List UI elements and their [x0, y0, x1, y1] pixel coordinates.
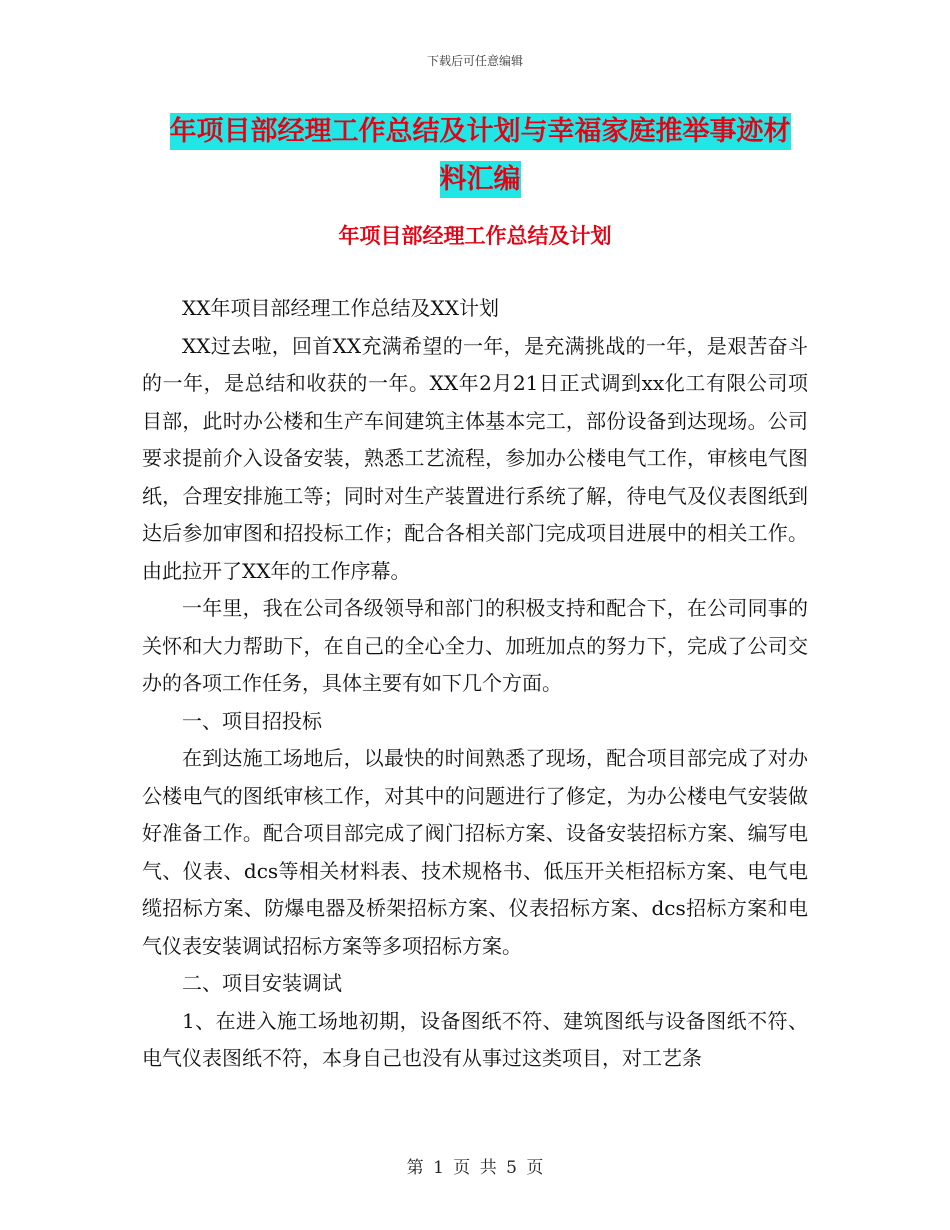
section-heading-installation: 二、项目安装调试	[182, 971, 342, 995]
body-text	[142, 290, 808, 1078]
main-title-line-1: 年项目部经理工作总结及计划与幸福家庭推举事迹材	[170, 113, 791, 150]
main-title	[140, 108, 820, 204]
paragraph: 在到达施工场地后，以最快的时间熟悉了现场，配合项目部完成了对办公楼电气的图纸审核工作，对其中的问题进行了修定，为办公楼电气安装做好准备工作。配合项目部完成了阀门招标方案、设备安装招标方案、编写电气、仪表、dcs等相关材料表、技术规格书、低压开关柜招标方案、电气电缆招标方案、防爆电器及桥架招标方案、仪表招标方案、dcs招标方案和电气仪表安装调试招标方案等多项招标方案。	[142, 746, 808, 958]
section-title: 年项目部经理工作总结及计划	[338, 224, 612, 248]
header-note: 下载后可任意编辑	[426, 54, 523, 68]
paragraph: 一年里，我在公司各级领导和部门的积极支持和配合下，在公司同事的关怀和大力帮助下，在自己的全心全力、加班加点的努力下，完成了公司交办的各项工作任务，具体主要有如下几个方面。	[142, 596, 808, 695]
section-heading-bidding: 一、项目招投标	[182, 708, 322, 733]
paragraph: XX过去啦，回首XX充满希望的一年，是充满挑战的一年，是艰苦奋斗的一年，是总结和收获的一年。XX年2月21日正式调到xx化工有限公司项目部，此时办公楼和生产车间建筑主体基本完工，部份设备到达现场。公司要求提前介入设备安装，熟悉工艺流程，参加办公楼电气工作，审核电气图纸，合理安排施工等；同时对生产装置进行系统了解，待电气及仪表图纸到达后参加审图和招投标工作；配合各相关部门完成项目进展中的相关工作。由此拉开了XX年的工作序幕。	[142, 333, 808, 583]
paragraph: 1、在进入施工场地初期，设备图纸不符、建筑图纸与设备图纸不符、电气仪表图纸不符，本身自己也没有从事过这类项目，对工艺条	[142, 1008, 808, 1070]
paragraph-heading: XX年项目部经理工作总结及XX计划	[182, 296, 499, 320]
main-title-line-2: 料汇编	[440, 161, 521, 198]
page-number-footer: 第 1 页 共 5 页	[406, 1158, 544, 1178]
